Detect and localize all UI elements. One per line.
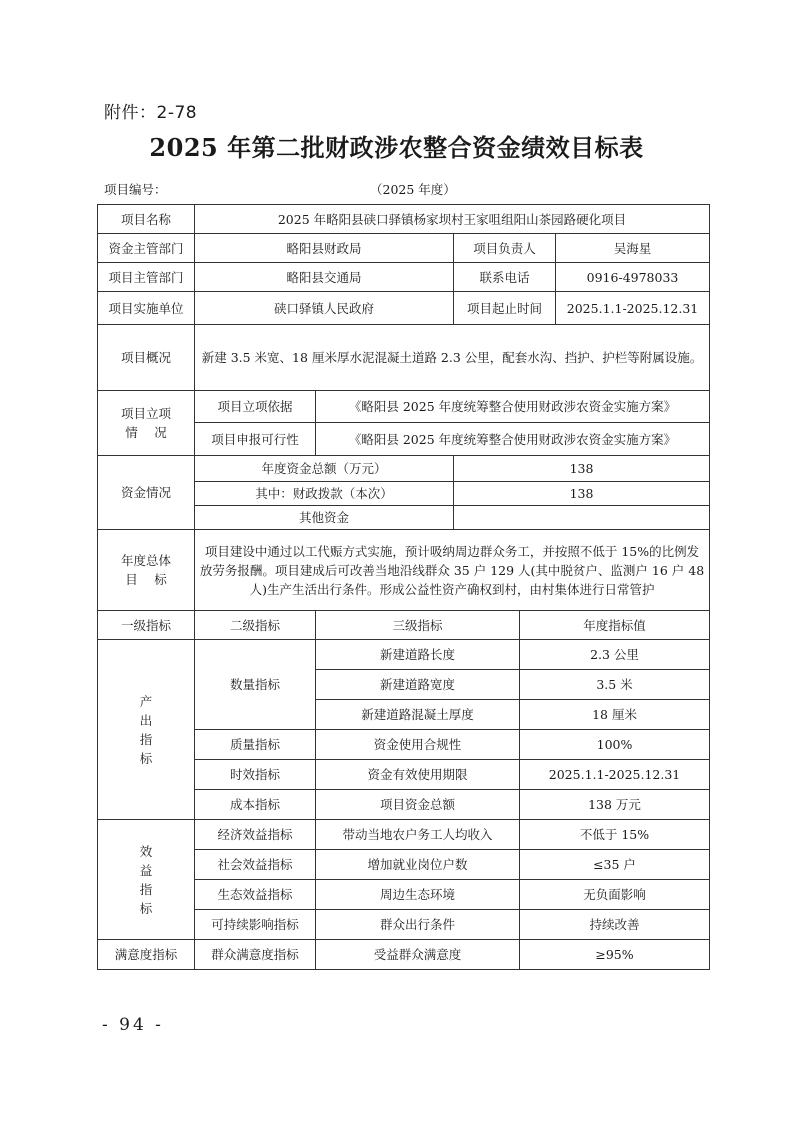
output-char: 出 bbox=[139, 712, 153, 728]
other-funds-value bbox=[454, 506, 710, 530]
table-row bbox=[98, 234, 710, 263]
table-row bbox=[98, 940, 710, 970]
quantity-label: 数量指标 bbox=[195, 640, 316, 730]
year-label: （2025 年度） bbox=[370, 182, 456, 197]
annual-total-value: 138 bbox=[454, 456, 710, 482]
leader-label: 项目负责人 bbox=[454, 234, 556, 263]
leader-value: 吴海星 bbox=[556, 234, 710, 263]
table-row bbox=[98, 263, 710, 292]
phone-value: 0916-4978033 bbox=[556, 263, 710, 292]
table-row bbox=[98, 640, 710, 670]
indicator-value: 18 厘米 bbox=[520, 700, 710, 730]
project-name-value: 2025 年略阳县硖口驿镇杨家坝村王家咀组阳山茶园路硬化项目 bbox=[195, 205, 710, 234]
benefit-char: 标 bbox=[139, 900, 153, 916]
goal-label bbox=[98, 530, 195, 611]
impl-unit-value: 硖口驿镇人民政府 bbox=[195, 292, 454, 325]
fund-dept-label: 资金主管部门 bbox=[98, 234, 195, 263]
cost-label: 成本指标 bbox=[195, 790, 316, 820]
other-funds-label: 其他资金 bbox=[195, 506, 454, 530]
overview-value: 新建 3.5 米宽、18 厘米厚水泥混凝土道路 2.3 公里，配套水沟、挡护、护栏等附属设施。 bbox=[195, 325, 710, 391]
output-char: 标 bbox=[139, 750, 153, 766]
project-dept-label: 项目主管部门 bbox=[98, 263, 195, 292]
goal-value: 项目建设中通过以工代赈方式实施，预计吸纳周边群众务工，并按照不低于 15%的比例发放劳务报酬。项目建成后可改善当地沿线群众 35 户 129 人(其中脱贫户、监测户 16 户 48 人)生产生活出行条件。形成公益性资产确权到村，由村集体进行日常管护 bbox=[195, 530, 710, 611]
indicator-value: 2025.1.1-2025.12.31 bbox=[520, 760, 710, 790]
approval-label bbox=[98, 391, 195, 456]
table-row bbox=[98, 456, 710, 482]
quality-label: 质量指标 bbox=[195, 730, 316, 760]
indicator-value: 持续改善 bbox=[520, 910, 710, 940]
header-level3: 三级指标 bbox=[316, 611, 520, 640]
indicator-value: ≤35 户 bbox=[520, 850, 710, 880]
approval-label-line2: 情 况 bbox=[125, 425, 167, 440]
indicator-name: 带动当地农户务工人均收入 bbox=[316, 820, 520, 850]
impl-unit-label: 项目实施单位 bbox=[98, 292, 195, 325]
indicator-value: 138 万元 bbox=[520, 790, 710, 820]
indicator-value: 100% bbox=[520, 730, 710, 760]
table-row bbox=[98, 292, 710, 325]
fiscal-value: 138 bbox=[454, 482, 710, 506]
indicator-name: 新建道路长度 bbox=[316, 640, 520, 670]
benefit-type-label: 生态效益指标 bbox=[195, 880, 316, 910]
table-row bbox=[98, 530, 710, 611]
satisfaction-label: 群众满意度指标 bbox=[195, 940, 316, 970]
indicator-value: 3.5 米 bbox=[520, 670, 710, 700]
benefit-type-label: 经济效益指标 bbox=[195, 820, 316, 850]
indicator-name: 新建道路宽度 bbox=[316, 670, 520, 700]
indicator-name: 资金使用合规性 bbox=[316, 730, 520, 760]
project-number-label: 项目编号： bbox=[104, 182, 167, 197]
benefit-char: 指 bbox=[139, 881, 153, 897]
table-row bbox=[98, 205, 710, 234]
approval-label-line1: 项目立项 bbox=[120, 406, 171, 421]
indicator-name: 新建道路混凝土厚度 bbox=[316, 700, 520, 730]
output-char: 指 bbox=[139, 731, 153, 747]
indicator-name: 周边生态环境 bbox=[316, 880, 520, 910]
basis-value: 《略阳县 2025 年度统筹整合使用财政涉农资金实施方案》 bbox=[316, 391, 710, 423]
performance-goal-table bbox=[97, 204, 710, 970]
basis-label: 项目立项依据 bbox=[195, 391, 316, 423]
output-indicator-label bbox=[98, 640, 195, 820]
indicator-value: 无负面影响 bbox=[520, 880, 710, 910]
page-number: - 94 - bbox=[102, 1015, 164, 1035]
phone-label: 联系电话 bbox=[454, 263, 556, 292]
indicator-name: 群众出行条件 bbox=[316, 910, 520, 940]
indicator-name: 项目资金总额 bbox=[316, 790, 520, 820]
benefit-type-label: 社会效益指标 bbox=[195, 850, 316, 880]
header-value: 年度指标值 bbox=[520, 611, 710, 640]
benefit-char: 益 bbox=[139, 862, 153, 878]
period-label: 项目起止时间 bbox=[454, 292, 556, 325]
project-name-label: 项目名称 bbox=[98, 205, 195, 234]
benefit-indicator-label bbox=[98, 820, 195, 940]
timeliness-label: 时效指标 bbox=[195, 760, 316, 790]
indicator-value: ≥95% bbox=[520, 940, 710, 970]
table-header-row bbox=[98, 611, 710, 640]
benefit-type-label: 可持续影响指标 bbox=[195, 910, 316, 940]
attachment-label: 附件：2-78 bbox=[104, 103, 198, 123]
table-row bbox=[98, 325, 710, 391]
table-row bbox=[98, 820, 710, 850]
funds-label: 资金情况 bbox=[98, 456, 195, 530]
header-level1: 一级指标 bbox=[98, 611, 195, 640]
indicator-name: 资金有效使用期限 bbox=[316, 760, 520, 790]
feasibility-value: 《略阳县 2025 年度统筹整合使用财政涉农资金实施方案》 bbox=[316, 423, 710, 456]
table-row bbox=[98, 391, 710, 423]
project-dept-value: 略阳县交通局 bbox=[195, 263, 454, 292]
feasibility-label: 项目申报可行性 bbox=[195, 423, 316, 456]
goal-label-line2: 目 标 bbox=[125, 572, 167, 587]
satisfaction-level1-label: 满意度指标 bbox=[98, 940, 195, 970]
annual-total-label: 年度资金总额（万元） bbox=[195, 456, 454, 482]
fiscal-label: 其中：财政拨款（本次） bbox=[195, 482, 454, 506]
indicator-name: 增加就业岗位户数 bbox=[316, 850, 520, 880]
header-level2: 二级指标 bbox=[195, 611, 316, 640]
goal-label-line1: 年度总体 bbox=[120, 553, 171, 568]
indicator-name: 受益群众满意度 bbox=[316, 940, 520, 970]
overview-label: 项目概况 bbox=[98, 325, 195, 391]
indicator-value: 不低于 15% bbox=[520, 820, 710, 850]
indicator-value: 2.3 公里 bbox=[520, 640, 710, 670]
page-title: 2025 年第二批财政涉农整合资金绩效目标表 bbox=[149, 133, 644, 162]
output-char: 产 bbox=[139, 693, 153, 709]
period-value: 2025.1.1-2025.12.31 bbox=[556, 292, 710, 325]
fund-dept-value: 略阳县财政局 bbox=[195, 234, 454, 263]
benefit-char: 效 bbox=[139, 843, 153, 859]
